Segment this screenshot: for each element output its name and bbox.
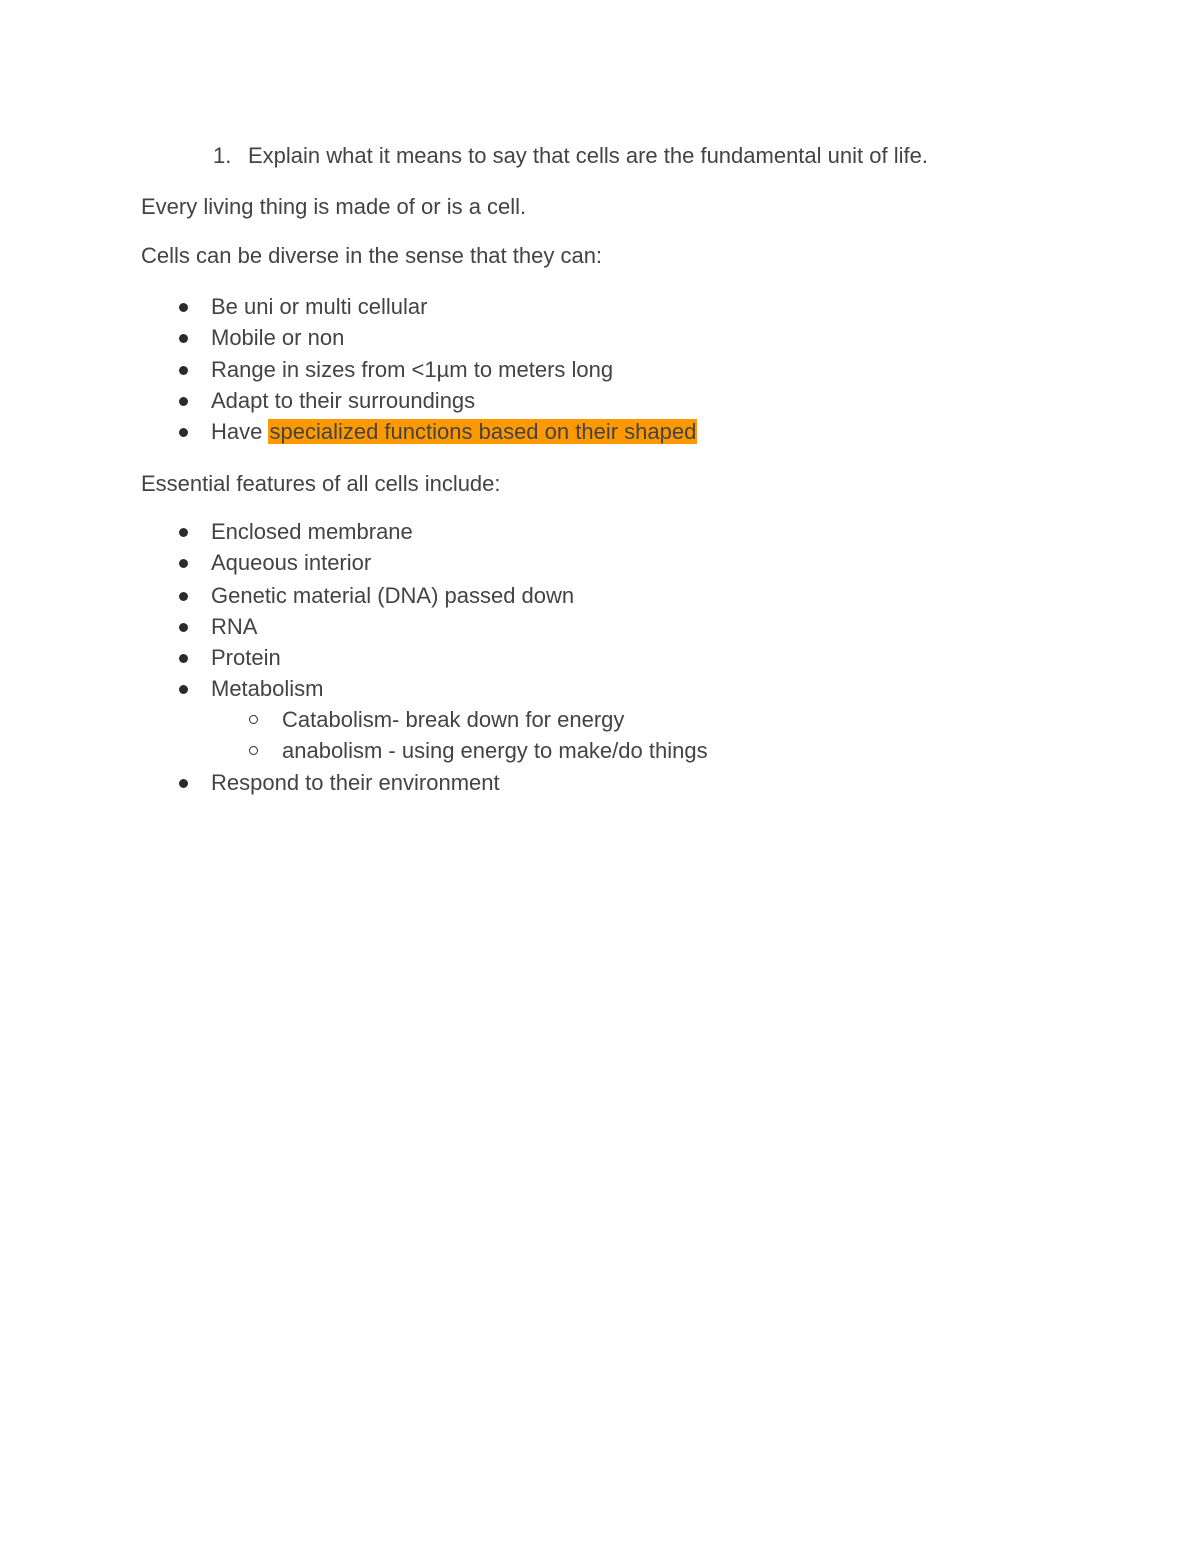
list-item: Genetic material (DNA) passed down <box>211 583 575 608</box>
features-heading: Essential features of all cells include: <box>141 471 501 496</box>
bullet-icon <box>179 334 188 343</box>
list-item: Respond to their environment <box>211 770 500 795</box>
sub-list-item: anabolism - using energy to make/do things <box>282 738 708 763</box>
hollow-bullet-icon <box>249 715 258 724</box>
hollow-bullet-icon <box>249 746 258 755</box>
bullet-icon <box>179 623 188 632</box>
list-item: Adapt to their surroundings <box>211 388 476 413</box>
list-item: Enclosed membrane <box>211 519 413 544</box>
list-item: Range in sizes from <1µm to meters long <box>211 357 614 382</box>
sub-list-item: Catabolism- break down for energy <box>282 707 625 732</box>
highlighted-text: specialized functions based on their shaped <box>269 419 697 444</box>
list-item: RNA <box>211 614 258 639</box>
bullet-icon <box>179 397 188 406</box>
list-item-highlighted <box>211 418 697 446</box>
question-text: Explain what it means to say that cells are the fundamental unit of life. <box>248 143 928 168</box>
bullet-icon <box>179 528 188 537</box>
list-item: Metabolism <box>211 676 324 701</box>
intro-paragraph: Every living thing is made of or is a cell. <box>141 194 527 219</box>
bullet-icon <box>179 428 188 437</box>
list-item: Mobile or non <box>211 325 345 350</box>
bullet-icon <box>179 592 188 601</box>
list-item-prefix: Have <box>211 419 269 444</box>
bullet-icon <box>179 779 188 788</box>
list-item: Aqueous interior <box>211 550 372 575</box>
diversity-heading: Cells can be diverse in the sense that they can: <box>141 243 603 268</box>
list-item: Be uni or multi cellular <box>211 294 428 319</box>
question-number: 1. <box>213 143 232 168</box>
bullet-icon <box>179 654 188 663</box>
bullet-icon <box>179 303 188 312</box>
bullet-icon <box>179 685 188 694</box>
bullet-icon <box>179 366 188 375</box>
list-item: Protein <box>211 645 281 670</box>
bullet-icon <box>179 559 188 568</box>
